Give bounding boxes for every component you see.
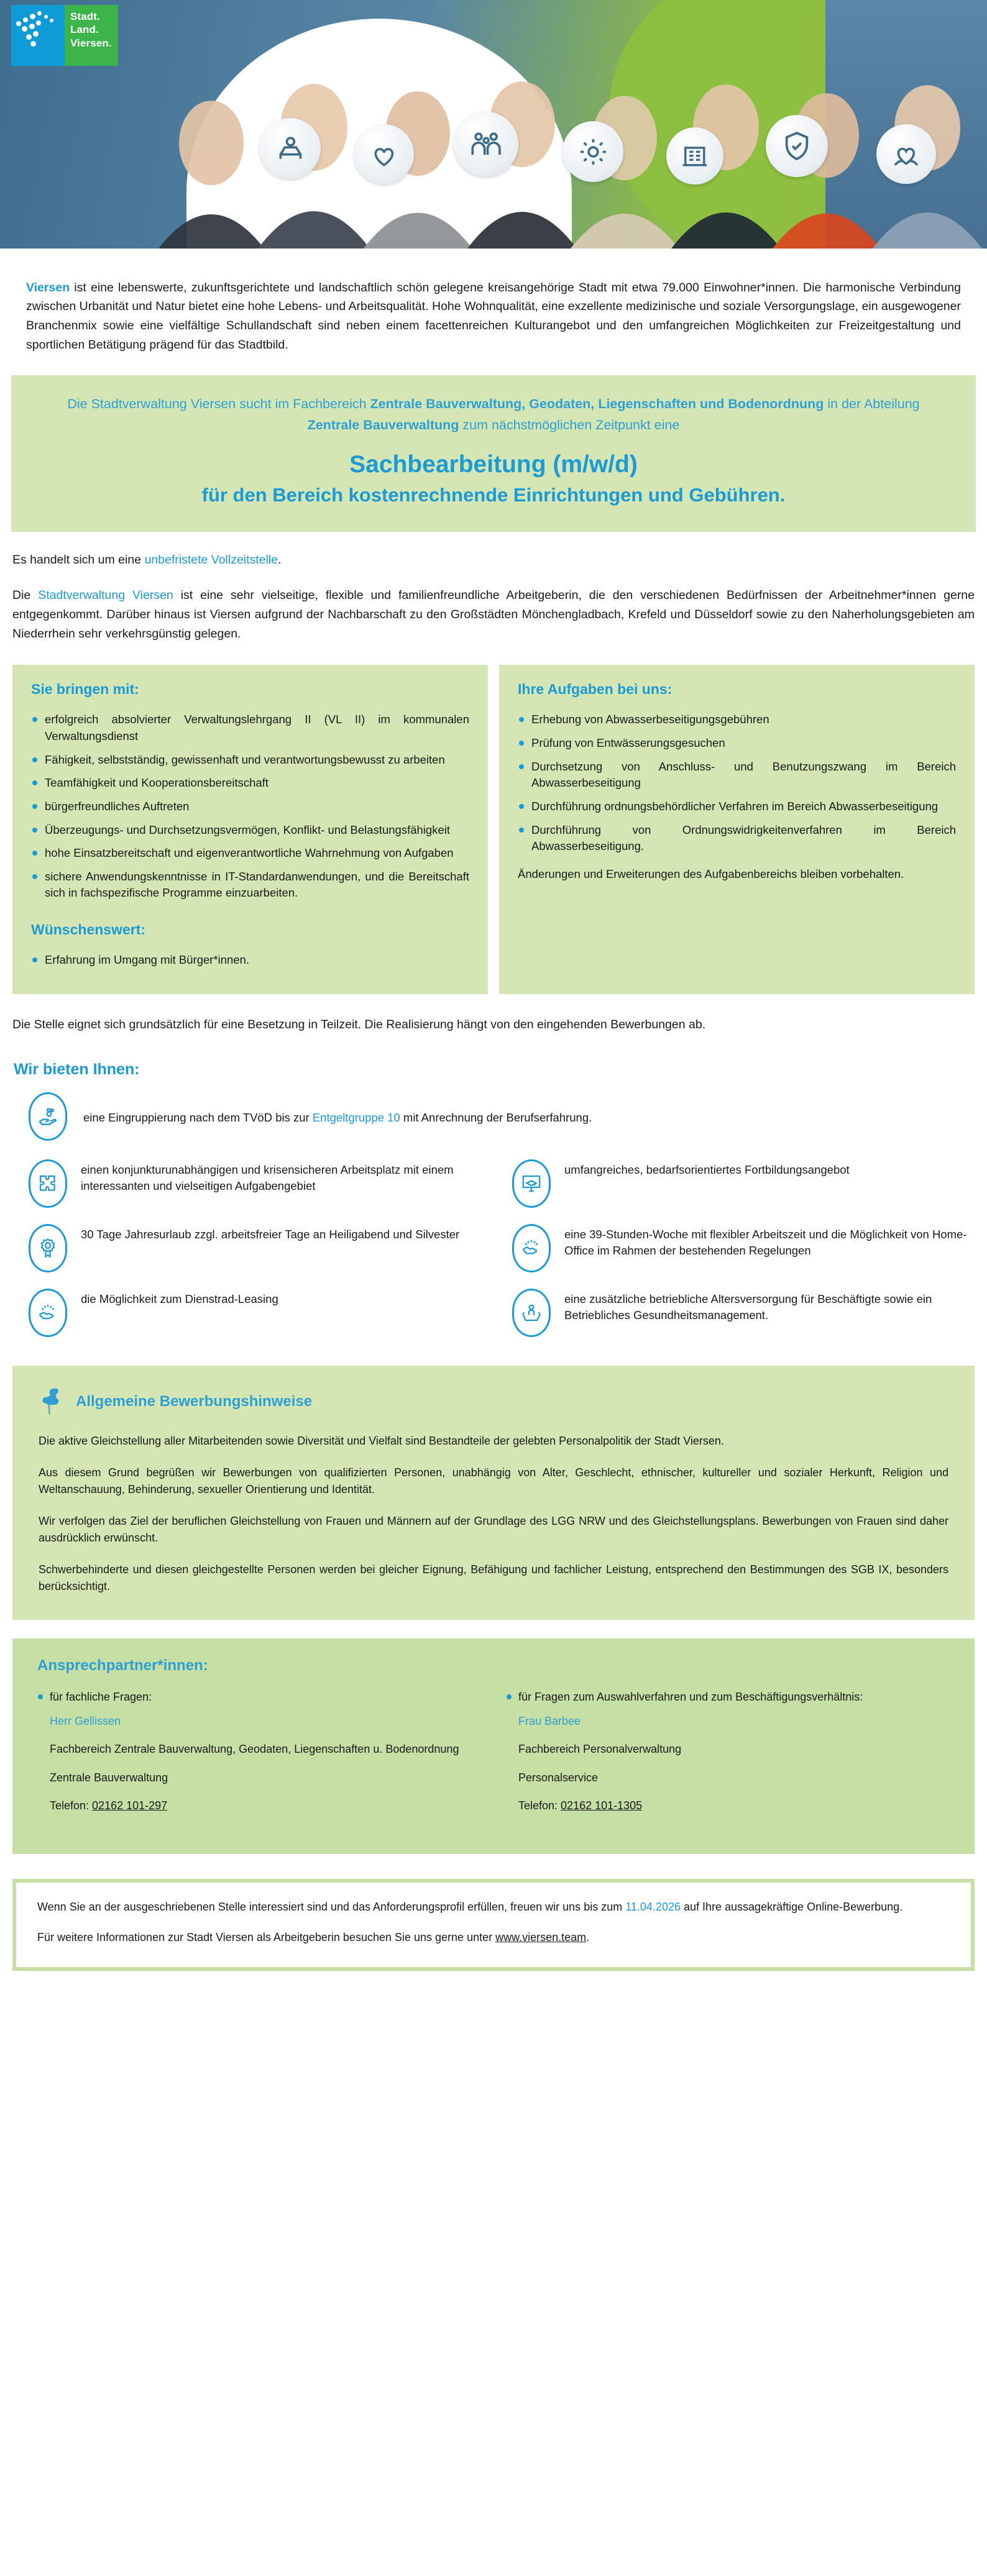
logo-mark-v-dots (11, 5, 65, 66)
benefit-item (29, 1289, 491, 1337)
featured-prefix: eine Eingruppierung nach dem TVöD bis zur (83, 1110, 313, 1124)
contact-phone-label: Telefon: (50, 1799, 93, 1812)
list-item: Prüfung von Entwässerungsgesuchen (518, 735, 956, 752)
notice-paragraph: Wir verfolgen das Ziel der beruflichen Gleichstellung von Frauen und Männern auf der Grundlage des LGG NRW und des Gleichstellungsplans. Bewerbungen von Frauen sind daher ausdrücklich erwünscht. (39, 1514, 948, 1544)
logo-line-3: Viersen. (70, 37, 112, 49)
hero-bubble-hands-heart-icon (354, 124, 414, 184)
benefit-item (29, 1224, 491, 1272)
puzzle-pieces-icon (29, 1159, 67, 1208)
contact-phone-row (518, 1798, 950, 1814)
hero-bubble-building-icon (666, 127, 723, 185)
contact-phone-number[interactable]: 02162 101-1305 (561, 1799, 643, 1812)
contact-phone-row (50, 1798, 481, 1814)
featured-suffix: mit Anrechnung der Berufserfahrung. (400, 1110, 592, 1124)
contact-column-hr (506, 1689, 950, 1827)
requirements-list (31, 711, 469, 902)
notices-title: Allgemeine Bewerbungshinweise (76, 1392, 313, 1410)
lead-part-1: Die Stadtverwaltung Viersen sucht im Fachbereich (67, 396, 370, 412)
requirements-box (12, 665, 488, 993)
benefit-text: einen konjunkturunabhängigen und krisensicheren Arbeitsplatz mit einem interessanten und vielseitigen Aufgabengebiet (81, 1162, 454, 1193)
contact-name: Frau Barbee (518, 1715, 581, 1728)
lead-part-2: in der Abteilung (824, 396, 920, 412)
intro-city-name: Viersen (26, 280, 70, 295)
employment-highlight: unbefristete Vollzeitstelle (144, 552, 278, 567)
benefit-item (512, 1224, 975, 1272)
tasks-box (499, 665, 975, 993)
list-item: Erfahrung im Umgang mit Bürger*innen. (31, 952, 469, 969)
requirements-title: Sie bringen mit: (31, 681, 139, 698)
contact-department: Fachbereich Zentrale Bauverwaltung, Geodaten, Liegenschaften u. Bodenordnung (50, 1743, 459, 1756)
offer-section-title: Wir bieten Ihnen: (14, 1060, 140, 1078)
list-item: Überzeugungs- und Durchsetzungsvermögen, Konflikt- und Belastungsfähigkeit (31, 822, 469, 839)
benefit-text: die Möglichkeit zum Dienstrad-Leasing (81, 1292, 278, 1305)
contact-unit: Zentrale Bauverwaltung (50, 1771, 168, 1784)
bicycle-leasing-icon (29, 1289, 67, 1337)
monitor-graduation-cap-icon (512, 1159, 551, 1208)
benefit-item (29, 1159, 491, 1208)
general-notices-box (12, 1366, 975, 1620)
lead-unit: Zentrale Bauverwaltung (307, 417, 459, 432)
handshake-icon (512, 1224, 551, 1272)
list-item: sichere Anwendungskenntnisse in IT-Standardanwendungen, und die Bereitschaft sich in fachspezifische Programme einzuarbeiten. (31, 869, 469, 902)
contact-phone-label: Telefon: (518, 1799, 561, 1812)
employment-type-paragraph (0, 550, 987, 570)
benefit-text: 30 Tage Jahresurlaub zzgl. arbeitsfreier Tage an Heiligabend und Silvester (81, 1227, 460, 1241)
logo-line-2: Land. (70, 24, 99, 36)
desirable-list (31, 952, 469, 969)
requirements-tasks-columns (12, 665, 975, 993)
intro-paragraph (14, 261, 973, 363)
footer-deadline-paragraph (37, 1899, 950, 1916)
list-item: Durchsetzung von Anschluss- und Benutzungszwang im Bereich Abwasserbeseitigung (518, 759, 956, 792)
job-title-main: Sachbearbeitung (m/w/d) (349, 450, 638, 478)
contact-department: Fachbereich Personalverwaltung (518, 1743, 682, 1756)
hero-bubble-gear-icon (562, 121, 623, 182)
notices-header (39, 1387, 948, 1417)
contact-lead: für Fragen zum Auswahlverfahren und zum Beschäftigungsverhältnis: (506, 1689, 950, 1706)
tasks-list (518, 711, 956, 854)
intro-text: ist eine lebenswerte, zukunftsgerichtete und landschaftlich schön gelegene kreisangehörige Stadt mit etwa 79.000 Einwohner*innen. Die harmonische Verbindung zwischen Urbanität und Natur bietet eine hohe Lebens- und Arbeitsqualität. Hohe Wohnqualität, eine exzellente medizinische und soziale Versorgungslage, ein ausgewogener Branchenmix sowie eine vielfältige Schullandschaft sind neben einem facettenreichen Kulturangebot und den umfangreichen Möglichkeiten zur Freizeitgestaltung und sportlichen Betätigung prägend für das Stadtbild. (26, 280, 961, 352)
hands-person-care-icon (512, 1289, 551, 1337)
employer-prefix: Die (12, 588, 39, 602)
hero-bubble-family-icon (454, 112, 518, 176)
tasks-note: Änderungen und Erweiterungen des Aufgabenbereichs bleiben vorbehalten. (518, 867, 904, 880)
website-link[interactable]: www.viersen.team (495, 1931, 587, 1943)
benefits-grid (29, 1159, 975, 1337)
benefit-featured (29, 1092, 975, 1141)
push-pin-icon (39, 1387, 66, 1417)
benefit-featured-text (83, 1107, 592, 1126)
list-item: erfolgreich absolvierter Verwaltungslehrgang II (VL II) im kommunalen Verwaltungsdienst (31, 711, 469, 744)
benefit-text: eine zusätzliche betriebliche Altersversorgung für Beschäftigte sowie ein Betriebliches Gesundheitsmanagement. (564, 1292, 932, 1322)
list-item: bürgerfreundliches Auftreten (31, 798, 469, 815)
featured-highlight: Entgeltgruppe 10 (312, 1110, 400, 1124)
employment-suffix: . (278, 552, 282, 567)
job-title-lead (55, 394, 932, 436)
notice-paragraph: Aus diesem Grund begrüßen wir Bewerbungen von qualifizierten Personen, unabhängig von Alter, Geschlecht, ethnischer, kultureller und sozialer Herkunft, Religion und Weltanschauung, Behinderung, sexueller Orientierung und Identität. (39, 1466, 948, 1496)
footer-line2-prefix: Für weitere Informationen zur Stadt Viersen als Arbeitgeberin besuchen Sie uns gerne unter (37, 1931, 496, 1943)
list-item: Erhebung von Abwasserbeseitigungsgebühren (518, 711, 956, 728)
contact-lead: für fachliche Fragen: (37, 1689, 481, 1706)
employer-highlight: Stadtverwaltung Viersen (38, 588, 173, 602)
lead-department: Zentrale Bauverwaltung, Geodaten, Liegenschaften und Bodenordnung (370, 396, 824, 412)
contact-name: Herr Gellissen (50, 1715, 121, 1728)
brand-logo (11, 5, 118, 66)
award-ribbon-icon (29, 1224, 67, 1272)
list-item: Durchführung von Ordnungswidrigkeitenverfahren im Bereich Abwasserbeseitigung. (518, 822, 956, 855)
tasks-title: Ihre Aufgaben bei uns: (518, 681, 673, 698)
list-item: Teamfähigkeit und Kooperationsbereitschaft (31, 775, 469, 792)
benefit-text: eine 39-Stunden-Woche mit flexibler Arbeitszeit und die Möglichkeit von Home-Office im Rahmen der bestehenden Regelungen (564, 1227, 967, 1258)
footer-line1-prefix: Wenn Sie an der ausgeschriebenen Stelle interessiert sind und das Anforderungsprofil erfüllen, freuen wir uns bis zum (37, 1901, 626, 1913)
application-deadline: 11.04.2026 (625, 1901, 681, 1913)
contact-phone-number[interactable]: 02162 101-297 (92, 1799, 168, 1812)
employer-paragraph (0, 586, 987, 644)
logo-line-1: Stadt. (70, 11, 100, 22)
lead-part-3: zum nächstmöglichen Zeitpunkt eine (459, 417, 680, 432)
contact-unit: Personalservice (518, 1771, 599, 1784)
contacts-title: Ansprechpartner*innen: (37, 1656, 208, 1674)
employment-prefix: Es handelt sich um eine (12, 552, 145, 567)
footer-line2-suffix: . (586, 1931, 590, 1943)
salary-hand-coins-icon (29, 1092, 67, 1141)
logo-wordmark (65, 5, 118, 66)
contacts-box (12, 1638, 975, 1854)
hero-banner (0, 0, 987, 249)
desirable-title: Wünschenswert: (31, 921, 146, 938)
part-time-note: Die Stelle eignet sich grundsätzlich für eine Besetzung in Teilzeit. Die Realisierung hängt von den eingehenden Bewerbungen ab. (12, 1017, 706, 1031)
employer-suffix: ist eine sehr vielseitige, flexible und familienfreundliche Arbeitgeberin, die den verschiedenen Bedürfnissen der Arbeitnehmer*innen gerne entgegenkommt. Darüber hinaus ist Viersen aufgrund der Nachbarschaft zu den Großstädten Mönchengladbach, Krefeld und Düsseldorf sowie zu den Naherholungsgebieten am Niederrhein sehr verkehrsgünstig gelegen. (12, 588, 975, 641)
list-item: Fähigkeit, selbstständig, gewissenhaft und verantwortungsbewusst zu arbeiten (31, 752, 469, 769)
notice-paragraph: Schwerbehinderte und diesen gleichgestellte Personen werden bei gleicher Eignung, Befähigung und fachlicher Leistung, entsprechend den Bestimmungen des SGB IX, besonders berücksichtigt. (39, 1563, 948, 1592)
notice-paragraph: Die aktive Gleichstellung aller Mitarbeitenden sowie Diversität und Vielfalt sind Bestandteile der gelebten Personalpolitik der Stadt Viersen. (39, 1434, 724, 1447)
contacts-columns (37, 1689, 950, 1827)
footer-box (16, 1883, 971, 1967)
contact-column-technical (37, 1689, 481, 1827)
hero-bubble-hands-heart2-icon (876, 124, 936, 184)
job-title-band (11, 375, 976, 531)
job-title-sub: für den Bereich kostenrechnende Einrichtungen und Gebühren. (201, 483, 786, 506)
list-item: hohe Einsatzbereitschaft und eigenverantwortliche Wahrnehmung von Aufgaben (31, 845, 469, 862)
hero-bubble-desk-icon (260, 118, 321, 179)
footer-line1-suffix: auf Ihre aussagekräftige Online-Bewerbung. (680, 1901, 903, 1913)
benefit-text: umfangreiches, bedarfsorientiertes Fortbildungsangebot (564, 1162, 850, 1176)
benefit-item (512, 1289, 975, 1337)
benefit-item (512, 1159, 975, 1208)
list-item: Durchführung ordnungsbehördlicher Verfahren im Bereich Abwasserbeseitigung (518, 798, 956, 815)
hero-bubble-shield-icon (766, 115, 828, 177)
footer-website-paragraph (37, 1929, 950, 1946)
footer-outer-frame (12, 1879, 975, 1971)
